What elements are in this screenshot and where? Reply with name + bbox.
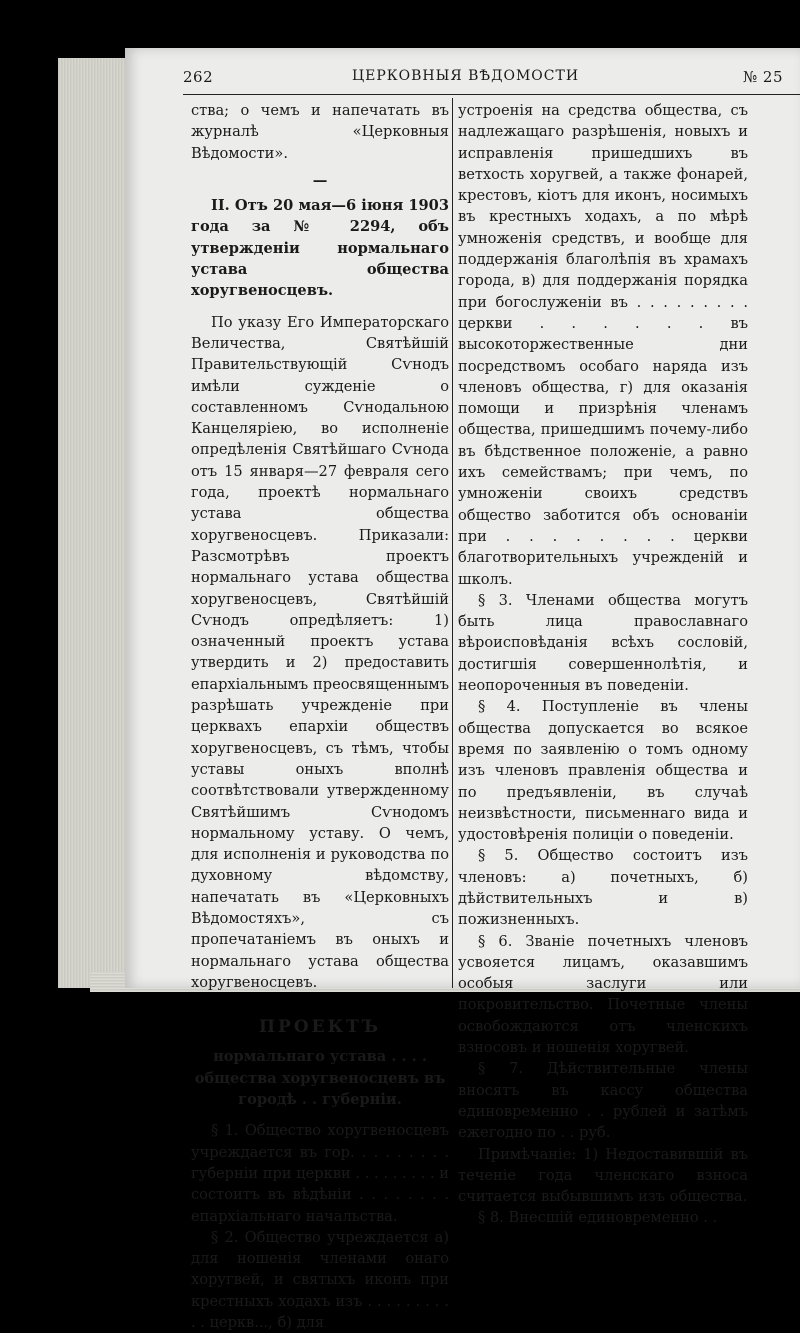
- section-7: § 7. Дѣйствительные члены вносятъ въ кассу общества единовременно . . рублей и затѣмъ ежегодно по . . руб.: [458, 1060, 748, 1142]
- section-separator: —: [312, 171, 328, 189]
- section-7-note: Примѣчаніе: 1) Недоставившій въ теченіе года членскаго взноса считается выбывшимъ изъ общества.: [458, 1145, 748, 1206]
- section-4: § 4. Поступленіе въ члены общества допускается во всякое время по заявленію о томъ одному изъ членовъ правленія общества и по предъявленіи, въ случаѣ неизвѣстности, письменнаго вида и удостовѣренія полиціи о поведеніи.: [458, 698, 748, 844]
- section-5: § 5. Общество состоитъ изъ членовъ: а) почетныхъ, б) дѣйствительныхъ и в) пожизненныхъ.: [458, 847, 748, 929]
- running-header: [183, 68, 783, 90]
- decree-heading: II. Отъ 20 мая—6 іюня 1903 года за № 2294, объ утвержденіи нормальнаго устава общества хоругвеносцевъ.: [191, 197, 449, 300]
- section-6: § 6. Званіе почетныхъ членовъ усвояется лицамъ, оказавшимъ особыя заслуги или покровительство. Почетные члены освобождаются отъ членскихъ взносовъ и ношенія хоругвей.: [458, 932, 748, 1057]
- section-3: § 3. Членами общества могутъ быть лица православнаго вѣроисповѣданія всѣхъ сословій, достигшія совершеннолѣтія, и неопороченныя въ поведеніи.: [458, 591, 748, 695]
- book-page: [125, 48, 800, 1332]
- draft-subheading: нормальнаго устава . . . . общества хоругвеносцевъ въ городѣ . . губерніи.: [194, 1048, 446, 1109]
- paragraph-continuation: ства; о чемъ и напечатать въ журналѣ «Церковныя Вѣдомости».: [191, 102, 449, 162]
- decree-text: По указу Его Императорскаго Величества, Святѣйшій Правительствующій Сѵнодъ имѣли сужденіе о составленномъ Сѵнодальною Канцеляріею, во исполненіе опредѣленія Святѣйшаго Сѵнода отъ 15 января—27 февраля сего года, проектѣ нормальнаго устава общества хоругвеносцевъ. Приказали: Разсмотрѣвъ проектъ нормальнаго устава общества хоругвеносцевъ, Святѣйшій Сѵнодъ опредѣляетъ: 1) означенный проектъ устава утвердить и 2) предоставить епархіальнымъ преосвященнымъ разрѣшать учрежденіе при церквахъ епархіи обществъ хоругвеносцевъ, съ тѣмъ, чтобы уставы оныхъ вполнѣ соотвѣтствовали утвержденному Святѣйшимъ Сѵнодомъ нормальному уставу. О чемъ, для исполненія и руководства по духовному вѣдомству, напечатать въ «Церковныхъ Вѣдомостяхъ», съ пропечатаніемъ въ оныхъ и нормальнаго устава общества хоругвеносцевъ.: [191, 313, 449, 991]
- section-1: § 1. Общество хоругвеносцевъ учреждается въ гор. . . . . . . . . губерніи при церкви . . . . . . . . . и состоитъ въ вѣдѣніи . . . . . . . . епархіальнаго начальства.: [191, 1122, 449, 1225]
- book-page-edges: [58, 58, 133, 988]
- section-2-continuation: устроенія на средства общества, съ надлежащаго разрѣшенія, новыхъ и исправленія пришедшихъ въ ветхость хоругвей, а также фонарей, крестовъ, кіотъ для иконъ, носимыхъ въ крестныхъ ходахъ, а по мѣрѣ умноженія средствъ, и вообще для поддержанія благолѣпія въ храмахъ города, в) для поддержанія порядка при богослуженіи въ . . . . . . . . . церкви . . . . . . въ высокоторжественные дни посредствомъ особаго наряда изъ членовъ общества, г) для оказанія помощи и призрѣнія членамъ общества, пришедшимъ почему-либо въ бѣдственное положеніе, а равно ихъ семействамъ; при чемъ, по умноженіи своихъ средствъ общество заботится объ основаніи при . . . . . . . . церкви благотворительныхъ учрежденій и школъ.: [458, 102, 748, 588]
- left-column: [191, 100, 449, 1333]
- page-number: 262: [183, 68, 214, 86]
- section-8: § 8. Внесшій единовременно . .: [478, 1209, 718, 1227]
- column-divider: [452, 98, 453, 988]
- right-column: [458, 100, 748, 1229]
- header-rule: [183, 94, 800, 95]
- draft-heading: ПРОЕКТЪ: [259, 1017, 381, 1038]
- issue-number: № 25: [742, 68, 783, 86]
- section-2: § 2. Общество учреждается а) для ношенія членами онаго хоругвей, и святыхъ иконъ при крестныхъ ходахъ изъ . . . . . . . . . . . церкв..., б) для: [191, 1228, 449, 1332]
- journal-title: ЦЕРКОВНЫЯ ВѢДОМОСТИ: [351, 68, 580, 84]
